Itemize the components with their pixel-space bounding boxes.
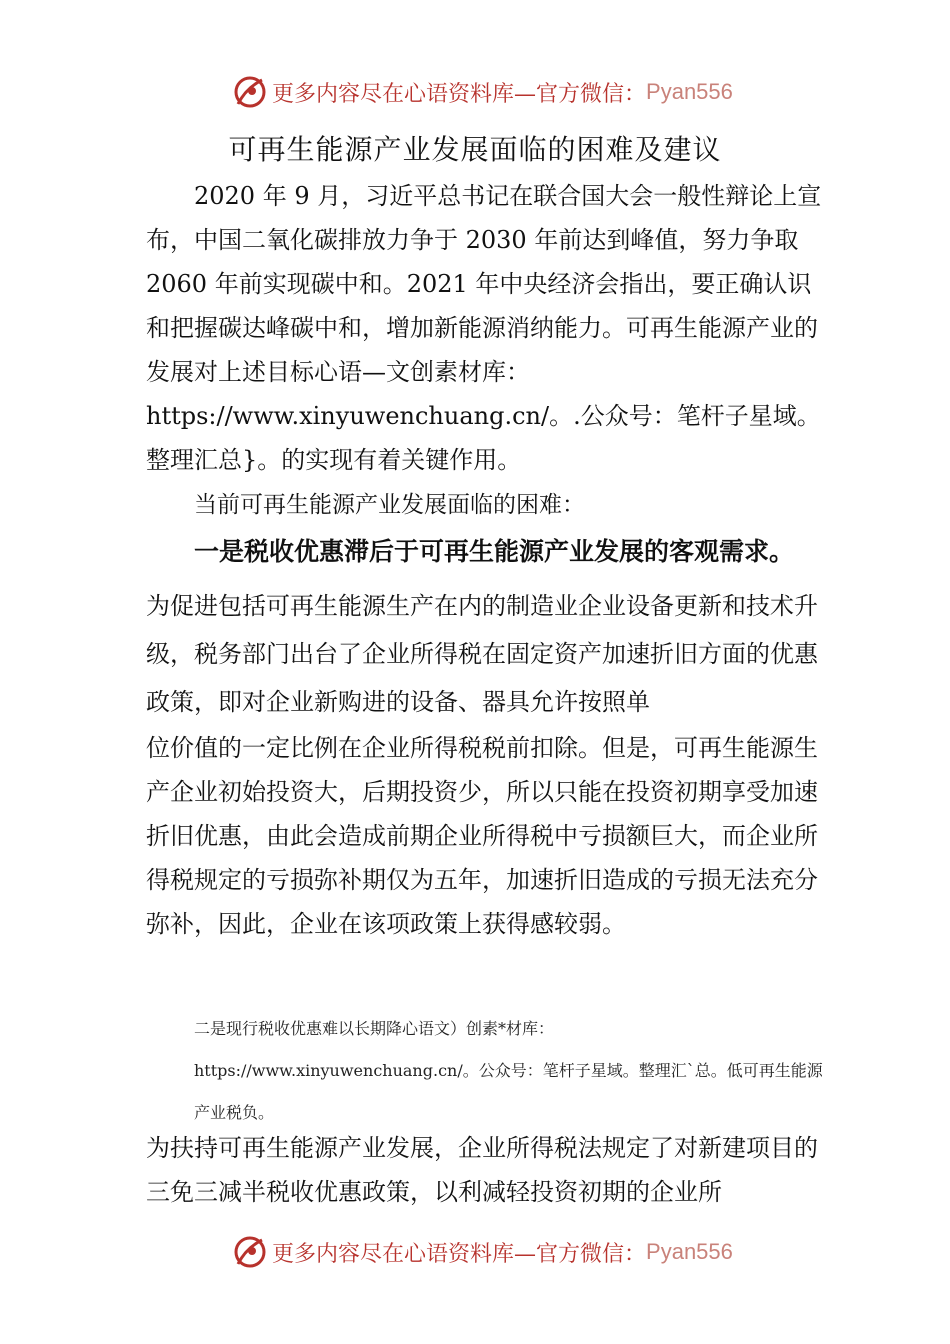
point1-heading: 一是税收优惠滞后于可再生能源产业发展的客观需求。 <box>194 537 795 566</box>
banner-wechat-id: Pyan556 <box>646 1239 733 1264</box>
banner-text: 更多内容尽在心语资料库— <box>272 1241 537 1267</box>
point2-note: 二是现行税收优惠难以长期降心语文）创素*材库：https://www.xinyuwenchuang.cn/。公众号：笔杆子星域。整理汇`总。低可再生能源产业税负。 <box>194 1019 823 1122</box>
page-title: 可再生能源产业发展面临的困难及建议 <box>228 133 722 166</box>
banner-wechat-label: 官方微信： <box>536 81 647 107</box>
point2-paragraph: 为扶持可再生能源产业发展，企业所得税法规定了对新建项目的三免三减半税收优惠政策，以利减轻投资初期的企业所 <box>146 1134 818 1206</box>
banner-text: 更多内容尽在心语资料库— <box>272 81 537 107</box>
banner-wechat-id: Pyan556 <box>646 79 733 104</box>
intro-paragraph: 2020 年 9 月，习近平总书记在联合国大会一般性辩论上宣布，中国二氧化碳排放力争于 2030 年前达到峰值，努力争取 2060 年前实现碳中和。2021 年中央经济会指出，要正确认识和把握碳达峰碳中和，增加新能源消纳能力。可再生能源产业的发展对上述目标心语—文创素材库：https://www.xinyuwenchuang.cn/。.公众号：笔杆子星域。整理汇总}。的实现有着关键作用。 <box>146 182 822 474</box>
point1-paragraph-a: 为促进包括可再生能源生产在内的制造业企业设备更新和技术升级，税务部门出台了企业所得税在固定资产加速折旧方面的优惠政策，即对企业新购进的设备、器具允许按照单 <box>146 592 818 716</box>
header-banner <box>232 72 733 112</box>
section-heading: 当前可再生能源产业发展面临的困难： <box>194 492 585 518</box>
banner-wechat-label: 官方微信： <box>536 1241 647 1267</box>
logo-icon <box>232 74 268 110</box>
footer-banner <box>232 1232 733 1272</box>
logo-icon <box>232 1234 268 1270</box>
point1-paragraph-b: 位价值的一定比例在企业所得税税前扣除。但是，可再生能源生产企业初始投资大，后期投资少，所以只能在投资初期享受加速折旧优惠，由此会造成前期企业所得税中亏损额巨大，而企业所得税规定的亏损弥补期仅为五年，加速折旧造成的亏损无法充分弥补，因此，企业在该项政策上获得感较弱。 <box>146 734 818 938</box>
